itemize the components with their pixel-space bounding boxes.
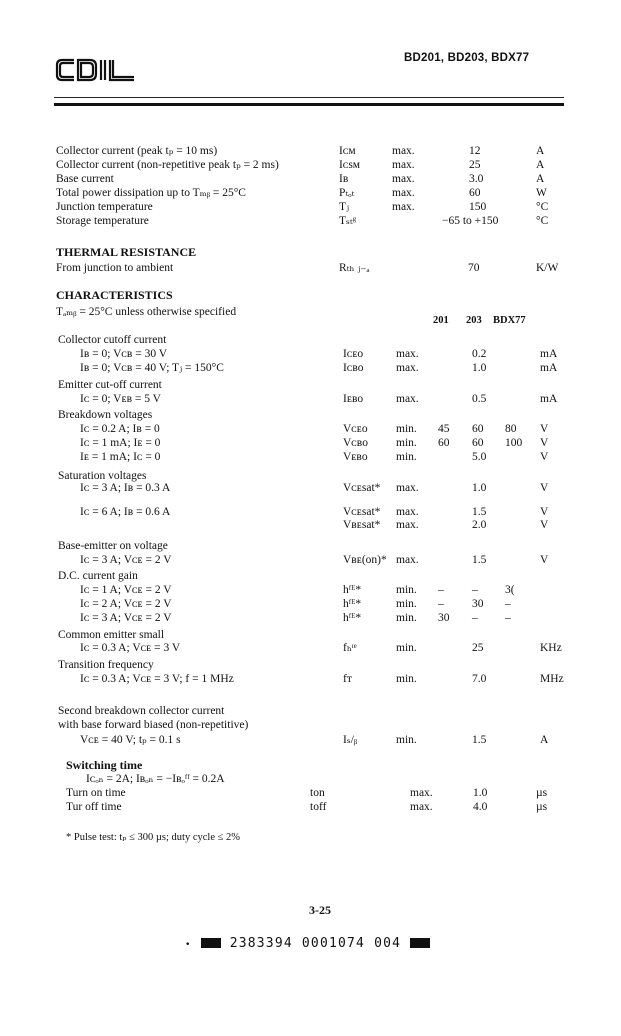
char-symbol: hᶠᴱ* bbox=[343, 598, 362, 610]
char-param: Iᴇ = 1 mA; Iᴄ = 0 bbox=[80, 451, 161, 463]
char-param: with base forward biased (non-repetitive) bbox=[58, 719, 249, 731]
char-param: Collector cutoff current bbox=[58, 334, 167, 346]
char-value-203: 25 bbox=[472, 642, 484, 654]
char-symbol: Vʙᴇsat* bbox=[343, 519, 381, 531]
switching-row bbox=[0, 786, 621, 800]
rating-row bbox=[0, 186, 621, 200]
char-symbol: Iᴄᴇᴏ bbox=[343, 348, 364, 360]
characteristic-row bbox=[0, 733, 621, 747]
char-symbol: hᶠᴱ* bbox=[343, 612, 362, 624]
rating-unit: °C bbox=[536, 215, 549, 227]
rating-param: Storage temperature bbox=[56, 215, 149, 227]
char-symbol: Iᴇʙᴏ bbox=[343, 393, 364, 405]
barcode-dot-icon: • bbox=[185, 940, 192, 950]
characteristic-row bbox=[0, 704, 621, 718]
switching-symbol: ton bbox=[310, 787, 325, 799]
char-limit: max. bbox=[396, 393, 419, 405]
characteristic-row bbox=[0, 597, 621, 611]
rating-param: Junction temperature bbox=[56, 201, 153, 213]
characteristic-row bbox=[0, 408, 621, 422]
column-bdx77: BDX77 bbox=[493, 315, 526, 326]
char-unit: V bbox=[540, 451, 549, 463]
char-symbol: Vᴄᴇᴏ bbox=[343, 423, 368, 435]
char-value-203: – bbox=[472, 584, 478, 596]
page-number: 3-25 bbox=[309, 903, 331, 917]
char-value-203: 0.5 bbox=[472, 393, 487, 405]
char-param: Iʙ = 0; Vᴄʙ = 30 V bbox=[80, 348, 168, 360]
characteristic-row bbox=[0, 436, 621, 450]
rating-unit: A bbox=[536, 159, 545, 171]
char-limit: min. bbox=[396, 612, 417, 624]
rating-row bbox=[0, 200, 621, 214]
char-value-203: 5.0 bbox=[472, 451, 487, 463]
rating-unit: W bbox=[536, 187, 547, 199]
thermal-value: 70 bbox=[468, 262, 480, 274]
char-value-203: 0.2 bbox=[472, 348, 487, 360]
char-value-203: 1.5 bbox=[472, 734, 487, 746]
char-unit: V bbox=[540, 506, 549, 518]
char-value-203: 1.0 bbox=[472, 482, 487, 494]
char-symbol: fᴛ bbox=[343, 673, 352, 685]
rating-symbol: Iᴄsᴍ bbox=[339, 159, 361, 171]
char-value-203: 60 bbox=[472, 423, 484, 435]
rating-symbol: Iʙ bbox=[339, 173, 349, 185]
char-symbol: Vᴄʙᴏ bbox=[343, 437, 368, 449]
char-symbol: Iₛ/ᵦ bbox=[343, 734, 358, 746]
char-param: Iᴄ = 3 A; Iʙ = 0.3 A bbox=[80, 482, 171, 494]
char-value-203: 60 bbox=[472, 437, 484, 449]
rating-param: Collector current (peak tₚ = 10 ms) bbox=[56, 145, 218, 157]
column-203: 203 bbox=[466, 315, 482, 326]
rating-unit: A bbox=[536, 145, 545, 157]
char-param: Transition frequency bbox=[58, 659, 154, 671]
rating-symbol: Tₛₜᵍ bbox=[339, 215, 357, 227]
char-param: Iᴄ = 0.2 A; Iʙ = 0 bbox=[80, 423, 160, 435]
char-param: Common emitter small bbox=[58, 629, 165, 641]
rating-value: 25 bbox=[469, 159, 481, 171]
thermal-row bbox=[0, 261, 621, 275]
footnote: * Pulse test: tₚ ≤ 300 µs; duty cycle ≤ 2% bbox=[66, 832, 241, 843]
char-value-201: – bbox=[438, 598, 444, 610]
switching-value: 1.0 bbox=[473, 787, 488, 799]
char-value-bdx77: 3( bbox=[505, 584, 515, 596]
rating-unit: A bbox=[536, 173, 545, 185]
characteristic-row bbox=[0, 347, 621, 361]
barcode-block-left bbox=[201, 938, 221, 948]
char-value-bdx77: 80 bbox=[505, 423, 517, 435]
char-limit: max. bbox=[396, 348, 419, 360]
char-unit: mA bbox=[540, 362, 558, 374]
characteristic-row bbox=[0, 481, 621, 495]
thermal-symbol: Rₜₕ ⱼ₋ₐ bbox=[339, 262, 370, 274]
thermal-unit: K/W bbox=[536, 262, 559, 274]
barcode-line bbox=[185, 936, 430, 951]
switching-unit: µs bbox=[536, 787, 548, 799]
rating-limit: max. bbox=[392, 187, 415, 199]
char-unit: V bbox=[540, 519, 549, 531]
char-param: Emitter cut-off current bbox=[58, 379, 162, 391]
characteristic-row bbox=[0, 583, 621, 597]
char-limit: max. bbox=[396, 506, 419, 518]
char-symbol: Vᴄᴇsat* bbox=[343, 506, 381, 518]
rating-value: 150 bbox=[469, 201, 487, 213]
rating-unit: °C bbox=[536, 201, 549, 213]
characteristic-row bbox=[0, 361, 621, 375]
char-value-203: 7.0 bbox=[472, 673, 487, 685]
char-param: Iᴄ = 2 A; Vᴄᴇ = 2 V bbox=[80, 598, 172, 610]
char-param: Iᴄ = 6 A; Iʙ = 0.6 A bbox=[80, 506, 171, 518]
switching-unit: µs bbox=[536, 801, 548, 813]
rating-row bbox=[0, 144, 621, 158]
datasheet-page: CDIL BD201, BD203, BDX77 Collector current (peak tₚ = 10 ms) Iᴄᴍ max. 12 A Collector current (non-repetitive peak tₚ = 2 ms) Iᴄsᴍ max. 25 A Base current Iʙ max. 3.0 A Total power dissipation up to Tₘᵦ = 25°C Pₜₒₜ max. 60 W Junction temperature Tⱼ max. 150 °C Storage temperature Tₛₜᵍ −65 to +150 °C THERMAL RESISTANCE From junction to ambient Rₜₕ ⱼ₋ₐ 70 K/W CHARACTERISTICS Tₐₘᵦ = 25°C unless otherwise specified 201 203 BDX77 Collector cutoff current Iʙ = 0; Vᴄʙ = 30 V Iᴄᴇᴏ max. 0.2 mA Iʙ = 0; Vᴄʙ = 40 V; Tⱼ = 150°C Iᴄʙᴏ max. 1.0 mA Emitter cut-off current Iᴄ = 0; Vᴇʙ = 5 V Iᴇʙᴏ max. 0.5 mA Breakdown voltages Iᴄ = 0.2 A; Iʙ = 0 Vᴄᴇᴏ min. 45 60 80 V Iᴄ = 1 mA; Iᴇ = 0 Vᴄʙᴏ min. 60 60 100 V Iᴇ = 1 mA; Iᴄ = 0 Vᴇʙᴏ min. 5.0 V Saturation voltages Iᴄ = 3 A; Iʙ = 0.3 A Vᴄᴇsat* max. 1.0 V Iᴄ = 6 A; Iʙ = 0.6 A Vᴄᴇsat* max. 1.5 V Vʙᴇsat* max. 2.0 V Base-emitter on voltage Iᴄ = 3 A; Vᴄᴇ = 2 V Vʙᴇ(on)* max. 1.5 V D.C. current gain Iᴄ = 1 A; Vᴄᴇ = 2 V hᶠᴱ* min. – – 3( Iᴄ = 2 A; Vᴄᴇ = 2 V hᶠᴱ* min. – 30 – Iᴄ = 3 A; Vᴄᴇ = 2 V hᶠᴱ* min. 30 – – Common emitter small Iᴄ = 0.3 A; Vᴄᴇ = 3 V fₕᶦᵉ min. 25 KHz Transition frequency Iᴄ = 0.3 A; Vᴄᴇ = 3 V; f = 1 MHz fᴛ min. 7.0 MHz Second breakdown collector current with base forward biased (non-repetitive) Vᴄᴇ = 40 V; tₚ = 0.1 s Iₛ/ᵦ min. 1.5 A Switching time Iᴄₒₙ = 2A; Iʙₒₙ = −Iʙₒᶠᶠ = 0.2A Turn on time ton max. 1.0 µs Tur off time toff max. 4.0 µs * Pulse test: tₚ ≤ 300 µs; duty cycle ≤ 2% 3-25 • 2383394 0001074 004 bbox=[0, 0, 621, 1036]
char-value-bdx77: – bbox=[505, 598, 511, 610]
rating-value: −65 to +150 bbox=[442, 215, 499, 227]
characteristic-row bbox=[0, 333, 621, 347]
rating-value: 3.0 bbox=[469, 173, 484, 185]
rating-row bbox=[0, 172, 621, 186]
char-unit: KHz bbox=[540, 642, 562, 654]
thermal-param: From junction to ambient bbox=[56, 262, 174, 274]
char-param: Breakdown voltages bbox=[58, 409, 153, 421]
char-param: Iᴄ = 3 A; Vᴄᴇ = 2 V bbox=[80, 612, 172, 624]
logo-text: CDIL bbox=[54, 54, 57, 55]
switching-row bbox=[0, 800, 621, 814]
characteristics-column-headers bbox=[0, 314, 621, 328]
characteristic-row bbox=[0, 718, 621, 732]
char-limit: min. bbox=[396, 642, 417, 654]
char-unit: mA bbox=[540, 348, 558, 360]
rating-param: Base current bbox=[56, 173, 114, 185]
char-value-203: 2.0 bbox=[472, 519, 487, 531]
characteristic-row bbox=[0, 569, 621, 583]
switching-value: 4.0 bbox=[473, 801, 488, 813]
barcode-block-right bbox=[410, 938, 430, 948]
barcode-text: 2383394 0001074 004 bbox=[229, 936, 402, 951]
char-unit: V bbox=[540, 482, 549, 494]
char-param: Iʙ = 0; Vᴄʙ = 40 V; Tⱼ = 150°C bbox=[80, 362, 224, 374]
char-param: Saturation voltages bbox=[58, 470, 147, 482]
part-numbers: BD201, BD203, BDX77 bbox=[404, 52, 530, 64]
char-param: D.C. current gain bbox=[58, 570, 138, 582]
char-param: Iᴄ = 0; Vᴇʙ = 5 V bbox=[80, 393, 161, 405]
rating-limit: max. bbox=[392, 159, 415, 171]
char-unit: MHz bbox=[540, 673, 564, 685]
char-limit: min. bbox=[396, 423, 417, 435]
char-limit: max. bbox=[396, 519, 419, 531]
switching-param: Tur off time bbox=[66, 801, 122, 813]
rating-limit: max. bbox=[392, 201, 415, 213]
char-unit: mA bbox=[540, 393, 558, 405]
char-symbol: hᶠᴱ* bbox=[343, 584, 362, 596]
char-limit: min. bbox=[396, 437, 417, 449]
char-unit: V bbox=[540, 437, 549, 449]
char-limit: min. bbox=[396, 584, 417, 596]
char-param: Iᴄ = 1 mA; Iᴇ = 0 bbox=[80, 437, 161, 449]
rating-symbol: Tⱼ bbox=[339, 201, 350, 213]
char-value-203: 1.5 bbox=[472, 554, 487, 566]
switching-limit: max. bbox=[410, 787, 433, 799]
rating-limit: max. bbox=[392, 145, 415, 157]
char-param: Iᴄ = 1 A; Vᴄᴇ = 2 V bbox=[80, 584, 172, 596]
char-value-201: – bbox=[438, 584, 444, 596]
rating-row bbox=[0, 214, 621, 228]
char-limit: max. bbox=[396, 554, 419, 566]
characteristic-row bbox=[0, 539, 621, 553]
characteristic-row bbox=[0, 628, 621, 642]
switching-symbol: toff bbox=[310, 801, 327, 813]
char-value-201: 60 bbox=[438, 437, 450, 449]
header-rule-thin bbox=[54, 97, 564, 98]
char-value-203: 1.5 bbox=[472, 506, 487, 518]
cdil-logo bbox=[54, 54, 138, 86]
rating-value: 12 bbox=[469, 145, 481, 157]
characteristic-row bbox=[0, 518, 621, 532]
char-unit: V bbox=[540, 554, 549, 566]
characteristic-row bbox=[0, 392, 621, 406]
char-symbol: Vᴇʙᴏ bbox=[343, 451, 368, 463]
characteristic-row bbox=[0, 505, 621, 519]
char-param: Iᴄ = 3 A; Vᴄᴇ = 2 V bbox=[80, 554, 172, 566]
characteristic-row bbox=[0, 672, 621, 686]
char-value-203: 1.0 bbox=[472, 362, 487, 374]
char-symbol: Vᴄᴇsat* bbox=[343, 482, 381, 494]
header-rule-thick bbox=[54, 103, 564, 106]
switching-param: Turn on time bbox=[66, 787, 126, 799]
char-param: Iᴄ = 0.3 A; Vᴄᴇ = 3 V bbox=[80, 642, 181, 654]
char-param: Base-emitter on voltage bbox=[58, 540, 168, 552]
char-param: Iᴄ = 0.3 A; Vᴄᴇ = 3 V; f = 1 MHz bbox=[80, 673, 234, 685]
char-limit: max. bbox=[396, 482, 419, 494]
char-limit: min. bbox=[396, 598, 417, 610]
rating-param: Total power dissipation up to Tₘᵦ = 25°C bbox=[56, 187, 246, 199]
char-value-bdx77: – bbox=[505, 612, 511, 624]
characteristic-row bbox=[0, 553, 621, 567]
char-limit: min. bbox=[396, 673, 417, 685]
char-value-201: 45 bbox=[438, 423, 450, 435]
characteristic-row bbox=[0, 378, 621, 392]
char-value-bdx77: 100 bbox=[505, 437, 523, 449]
rating-limit: max. bbox=[392, 173, 415, 185]
characteristic-row bbox=[0, 611, 621, 625]
rating-symbol: Pₜₒₜ bbox=[339, 187, 355, 199]
rating-param: Collector current (non-repetitive peak tₚ = 2 ms) bbox=[56, 159, 279, 171]
characteristic-row bbox=[0, 422, 621, 436]
characteristic-row bbox=[0, 641, 621, 655]
char-limit: min. bbox=[396, 451, 417, 463]
char-param: Vᴄᴇ = 40 V; tₚ = 0.1 s bbox=[80, 734, 181, 746]
char-value-203: 30 bbox=[472, 598, 484, 610]
char-unit: A bbox=[540, 734, 549, 746]
characteristic-row bbox=[0, 658, 621, 672]
char-unit: V bbox=[540, 423, 549, 435]
char-param: Second breakdown collector current bbox=[58, 705, 225, 717]
char-value-203: – bbox=[472, 612, 478, 624]
char-value-201: 30 bbox=[438, 612, 450, 624]
rating-value: 60 bbox=[469, 187, 481, 199]
char-limit: max. bbox=[396, 362, 419, 374]
column-201: 201 bbox=[433, 315, 449, 326]
char-symbol: Iᴄʙᴏ bbox=[343, 362, 364, 374]
characteristic-row bbox=[0, 450, 621, 464]
char-symbol: fₕᶦᵉ bbox=[343, 642, 357, 654]
char-limit: min. bbox=[396, 734, 417, 746]
char-symbol: Vʙᴇ(on)* bbox=[343, 554, 387, 566]
switching-limit: max. bbox=[410, 801, 433, 813]
rating-row bbox=[0, 158, 621, 172]
rating-symbol: Iᴄᴍ bbox=[339, 145, 356, 157]
